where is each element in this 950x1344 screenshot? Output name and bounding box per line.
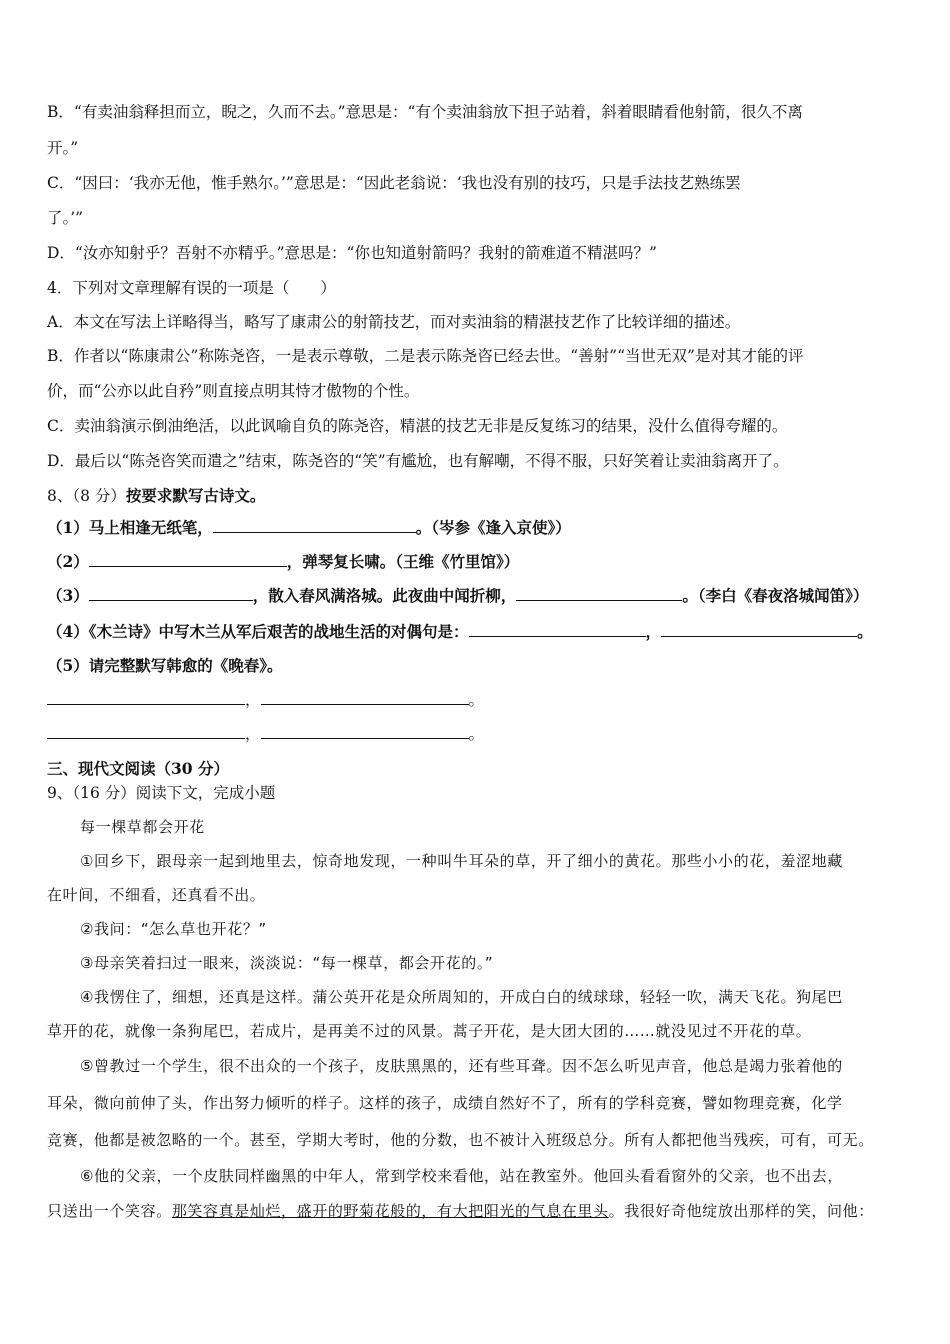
q8-item5-blank-1[interactable] <box>47 690 245 705</box>
q8-title: 按要求默写古诗文。 <box>125 486 266 505</box>
q4-option-b-line1: B．作者以“陈康肃公”称陈尧咨，一是表示尊敬，二是表示陈尧咨已经去世。“善射”“当世无双”是对其才能的评 <box>47 347 804 365</box>
q8-item5-comma-1: ， <box>245 691 261 709</box>
paragraph-4-line-1: ④我愣住了，细想，还真是这样。蒲公英开花是众所周知的，开成白白的绒球球，轻轻一吹，满天飞花。狗尾巴 <box>80 988 843 1006</box>
q8-item4-prompt: （4）《木兰诗》中写木兰从军后艰苦的战地生活的对偶句是： <box>47 622 469 641</box>
paragraph-6-line-2 <box>47 1201 874 1221</box>
q8-item-2 <box>47 552 519 572</box>
q8-item-3 <box>47 586 868 606</box>
q8-item2-blank[interactable] <box>89 552 287 567</box>
q8-item5-blank-2[interactable] <box>261 690 469 705</box>
q8-item5-blank-4[interactable] <box>261 724 469 739</box>
paragraph-1-line-2: 在叶间，不细看，还真看不出。 <box>47 886 266 904</box>
paragraph-2: ②我问：“怎么草也开花？” <box>80 920 267 938</box>
q8-item-1 <box>47 518 571 538</box>
section3-heading: 三、现代文阅读（30 分） <box>47 759 229 778</box>
article-title: 每一棵草都会开花 <box>80 818 205 836</box>
q8-item3-source: 。（李白《春夜洛城闻笛》） <box>682 586 869 605</box>
q8-item3-blank-2[interactable] <box>516 586 682 601</box>
q8-item4-blank-1[interactable] <box>469 622 646 637</box>
q4-stem: 4．下列对文章理解有误的一项是（ ） <box>47 279 336 297</box>
q8-number: 8、（8 分） <box>47 487 126 505</box>
q8-item5-comma-2: ， <box>245 725 261 743</box>
q8-item3-number: （3） <box>47 586 89 605</box>
q8-item2-source: ，弹琴复长啸。（王维《竹里馆》） <box>286 552 520 571</box>
q9-stem: 9、（16 分）阅读下文，完成小题 <box>47 784 276 802</box>
q3-option-c-line2: 了。’” <box>47 209 84 227</box>
paragraph-5-line-2: 耳朵，微向前伸了头，作出努力倾听的样子。这样的孩子，成绩自然好不了，所有的学科竞赛，譬如物理竞赛，化学 <box>47 1094 843 1112</box>
q8-item1-blank[interactable] <box>213 518 416 533</box>
q8-item1-source: 。（岑参《逢入京使》） <box>415 518 571 537</box>
q8-item5-answer-line-2 <box>47 724 484 744</box>
paragraph-3: ③母亲笑着扫过一眼来，淡淡说：“每一棵草，都会开花的。” <box>80 954 494 972</box>
q8-item5-answer-line-1 <box>47 690 484 710</box>
q4-option-d: D．最后以“陈尧咨笑而遣之”结束，陈尧咨的“笑”有尴尬，也有解嘲，不得不服，只好笑着让卖油翁离开了。 <box>47 452 789 470</box>
paragraph-5-line-1: ⑤曾教过一个学生，很不出众的一个孩子，皮肤黑黑的，还有些耳聋。因不怎么听见声音，他总是竭力张着他的 <box>80 1057 843 1075</box>
q8-header <box>47 486 265 506</box>
q3-option-b-line2: 开。” <box>47 139 79 157</box>
q4-option-a: A．本文在写法上详略得当，略写了康肃公的射箭技艺，而对卖油翁的精湛技艺作了比较详细的描述。 <box>47 313 741 331</box>
q3-option-b-line1: B．“有卖油翁释担而立，睨之，久而不去。”意思是：“有个卖油翁放下担子站着，斜着眼睛看他射箭，很久不离 <box>47 103 803 121</box>
q3-option-c-line1: C．“因曰：‘我亦无他，惟手熟尔。’”意思是：“因此老翁说：‘我也没有别的技巧，只是手法技艺熟练罢 <box>47 174 741 192</box>
paragraph-6-text-b: 。我很好奇他绽放出那样的笑，问他： <box>608 1202 874 1220</box>
q8-item3-middle: ，散入春风满洛城。此夜曲中闻折柳， <box>252 586 517 605</box>
q3-option-d: D．“汝亦知射乎？吾射不亦精乎。”意思是：“你也知道射箭吗？我射的箭难道不精湛吗？” <box>47 244 657 262</box>
paragraph-6-line-1: ⑥他的父亲，一个皮肤同样幽黑的中年人，常到学校来看他，站在教室外。他回头看看窗外的父亲，也不出去， <box>80 1167 843 1185</box>
paragraph-5-line-3: 竞赛，他都是被忽略的一个。甚至，学期大考时，他的分数，也不被计入班级总分。所有人都把他当残疾，可有，可无。 <box>47 1131 874 1149</box>
q8-item5-period-2: 。 <box>468 725 485 743</box>
q8-item4-period: 。 <box>857 622 873 641</box>
underlined-sentence: 那笑容真是灿烂，盛开的野菊花般的，有大把阳光的气息在里头 <box>171 1202 609 1220</box>
q8-item1-prompt: （1）马上相逢无纸笔， <box>47 518 213 537</box>
q8-item5-blank-3[interactable] <box>47 724 245 739</box>
paragraph-6-text-a: 只送出一个笑容。 <box>47 1202 172 1220</box>
paragraph-1-line-1: ①回乡下，跟母亲一起到地里去，惊奇地发现，一种叫牛耳朵的草，开了细小的黄花。那些小小的花，羞涩地藏 <box>80 852 843 870</box>
q8-item-4 <box>47 622 873 642</box>
q8-item4-blank-2[interactable] <box>661 622 857 637</box>
q8-item2-number: （2） <box>47 552 89 571</box>
q4-option-b-line2: 价，而“公亦以此自矜”则直接点明其恃才傲物的个性。 <box>47 382 420 400</box>
q8-item-5: （5）请完整默写韩愈的《晚春》。 <box>47 656 283 675</box>
q4-option-c: C．卖油翁演示倒油绝活，以此讽喻自负的陈尧咨，精湛的技艺无非是反复练习的结果，没什么值得夸耀的。 <box>47 417 788 435</box>
q8-item4-comma: ， <box>645 622 662 641</box>
paragraph-4-line-2: 草开的花，就像一条狗尾巴，若成片，是再美不过的风景。蒿子开花，是大团大团的……就没见过不开花的草。 <box>47 1022 812 1040</box>
q8-item5-period-1: 。 <box>468 691 485 709</box>
q8-item3-blank-1[interactable] <box>89 586 253 601</box>
